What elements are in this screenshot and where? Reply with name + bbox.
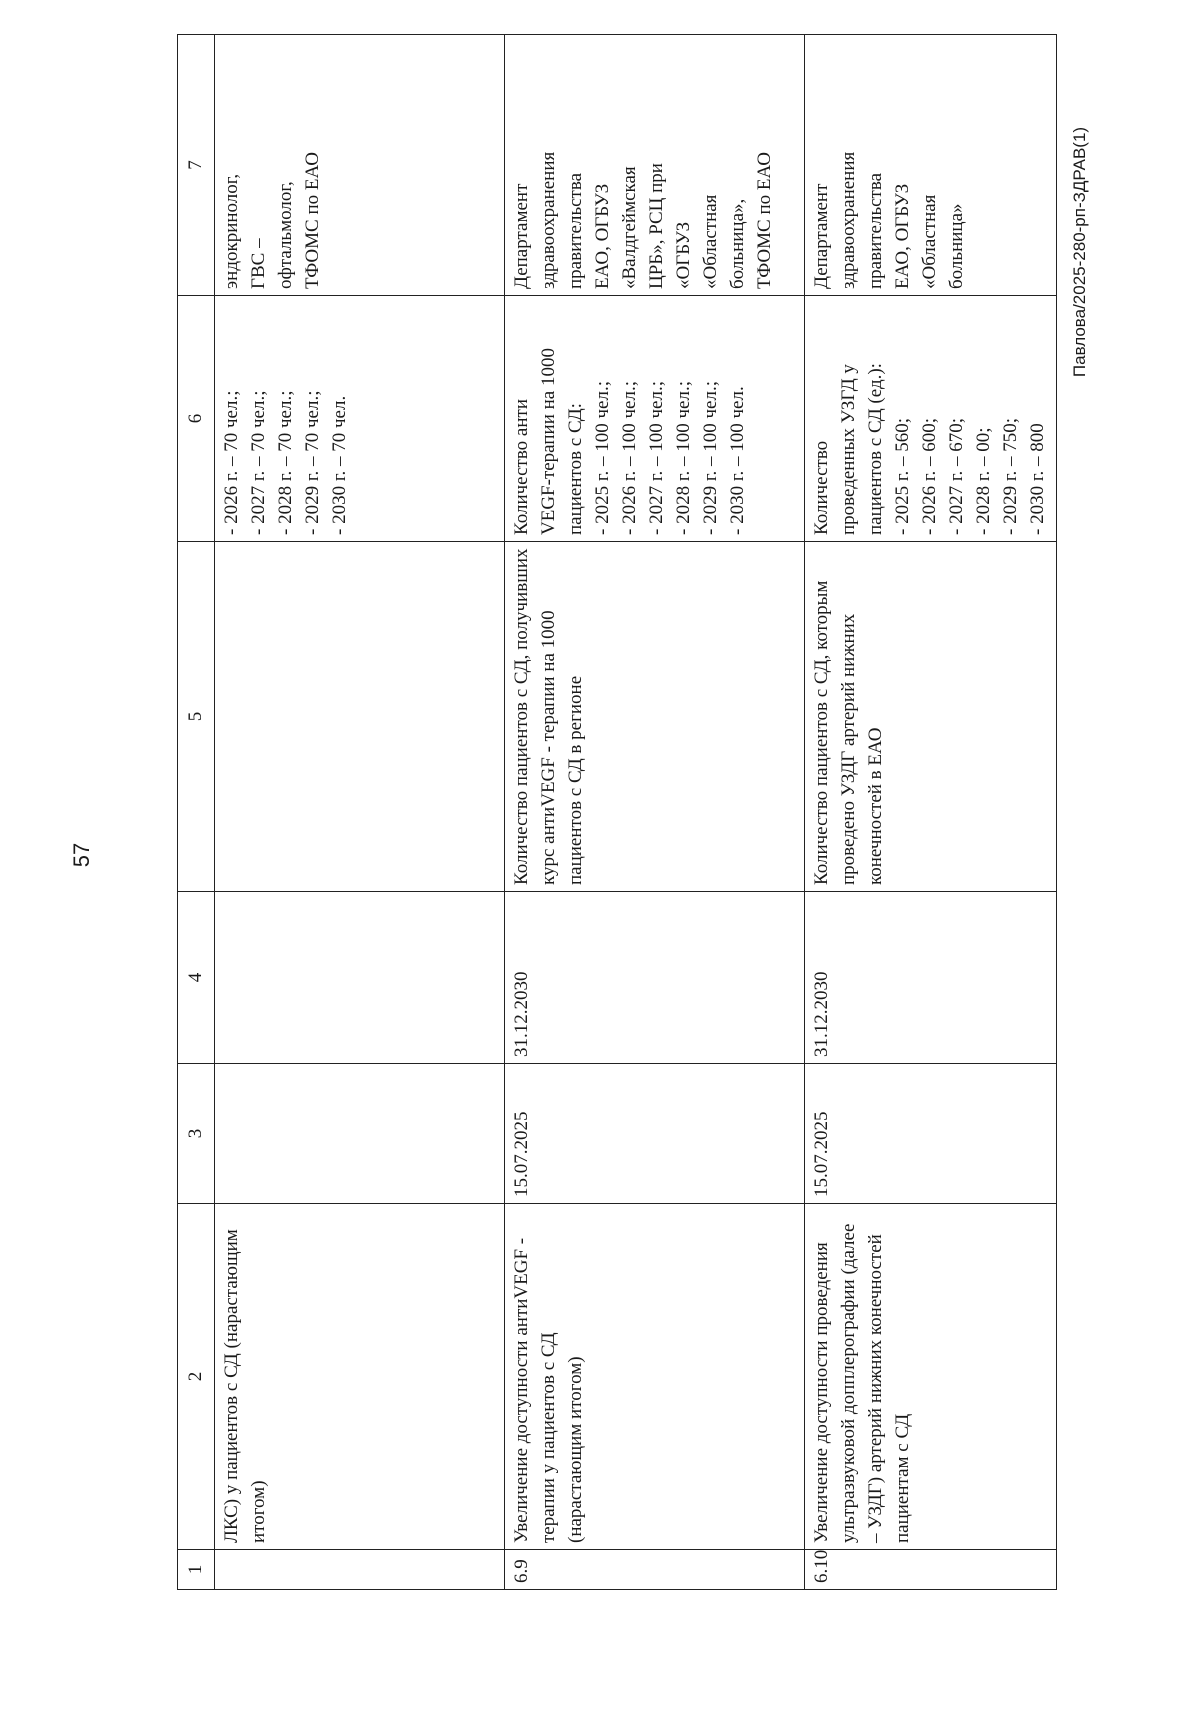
responsible-text: Департамент здравоохранения правительства ЕАО, ОГБУЗ «Валдгеймская ЦРБ», РСЦ при «ОГБУЗ «Областная больница», ТФОМС по ЕАО [505, 35, 805, 296]
indicator-text: Количество пациентов с СД, получивших курс антиVEGF - терапии на 1000 пациентов с СД в регионе [505, 542, 805, 892]
header-col-7: 7 [178, 35, 215, 296]
value-line: - 2027 г. – 670; [945, 417, 967, 535]
responsible-text: эндокринолог, ГВС – офтальмолог, ТФОМС по ЕАО [215, 35, 505, 296]
target-values [215, 296, 505, 542]
table-row [215, 35, 505, 1590]
header-col-2: 2 [178, 1204, 215, 1550]
table-header-row [178, 35, 215, 1590]
event-text: ЛКС) у пациентов с СД (нарастающим итогом) [215, 1204, 505, 1550]
responsible-text: Департамент здравоохранения правительства ЕАО, ОГБУЗ «Областная больница» [805, 35, 1057, 296]
value-line: - 2026 г. – 100 чел.; [618, 381, 640, 535]
indicator-text [215, 542, 505, 892]
target-values [505, 296, 805, 542]
row-number: 6.10 [805, 1550, 1057, 1590]
value-line: - 2030 г. – 800 [1026, 423, 1048, 535]
end-date [215, 892, 505, 1064]
value-line: VEGF-терапии на 1000 [537, 348, 559, 535]
value-line: - 2030 г. – 100 чел. [726, 386, 748, 535]
start-date [215, 1064, 505, 1204]
header-col-3: 3 [178, 1064, 215, 1204]
header-col-6: 6 [178, 296, 215, 542]
value-line: - 2028 г. – 70 чел.; [274, 390, 296, 535]
page-number: 57 [69, 842, 94, 868]
table-row [505, 35, 805, 1590]
value-line: Количество анти [511, 399, 532, 535]
end-date: 31.12.2030 [505, 892, 805, 1064]
header-col-4: 4 [178, 892, 215, 1064]
table-row [805, 35, 1057, 1590]
rotated-table-page [177, 35, 1047, 1590]
indicator-text: Количество пациентов с СД, которым проведено УЗДГ артерий нижних конечностей в ЕАО [805, 542, 1057, 892]
row-number: 6.9 [505, 1550, 805, 1590]
row-number [215, 1550, 505, 1590]
start-date: 15.07.2025 [805, 1064, 1057, 1204]
value-line: пациентов с СД: [564, 403, 586, 535]
value-line: пациентов с СД (ед.): [864, 363, 886, 535]
measures-table [177, 34, 1057, 1590]
value-line: - 2029 г. – 70 чел.; [301, 390, 323, 535]
end-date: 31.12.2030 [805, 892, 1057, 1064]
value-line: - 2028 г. – 100 чел.; [672, 381, 694, 535]
document-code: Павлова/2025-280-рп-ЗДРАВ(1) [1070, 126, 1089, 378]
event-text: Увеличение доступности проведения ультразвуковой допплерографии (далее – УЗДГ) артерий нижних конечностей пациентам с СД [805, 1204, 1057, 1550]
value-line: Количество [811, 440, 832, 535]
value-line: - 2026 г. – 70 чел.; [221, 390, 242, 535]
event-text: Увеличение доступности антиVEGF - терапии у пациентов с СД (нарастающим итогом) [505, 1204, 805, 1550]
value-line: - 2028 г. – 00; [972, 427, 994, 535]
value-line: проведенных УЗГД у [837, 364, 859, 535]
header-col-1: 1 [178, 1550, 215, 1590]
value-line: - 2029 г. – 100 чел.; [699, 381, 721, 535]
target-values [805, 296, 1057, 542]
value-line: - 2030 г. – 70 чел. [328, 395, 350, 535]
value-line: - 2026 г. – 600; [918, 417, 940, 535]
value-line: - 2029 г. – 750; [999, 417, 1021, 535]
start-date: 15.07.2025 [505, 1064, 805, 1204]
header-col-5: 5 [178, 542, 215, 892]
value-line: - 2025 г. – 100 чел.; [591, 381, 613, 535]
value-line: - 2027 г. – 100 чел.; [645, 381, 667, 535]
value-line: - 2025 г. – 560; [891, 417, 913, 535]
value-line: - 2027 г. – 70 чел.; [247, 390, 269, 535]
